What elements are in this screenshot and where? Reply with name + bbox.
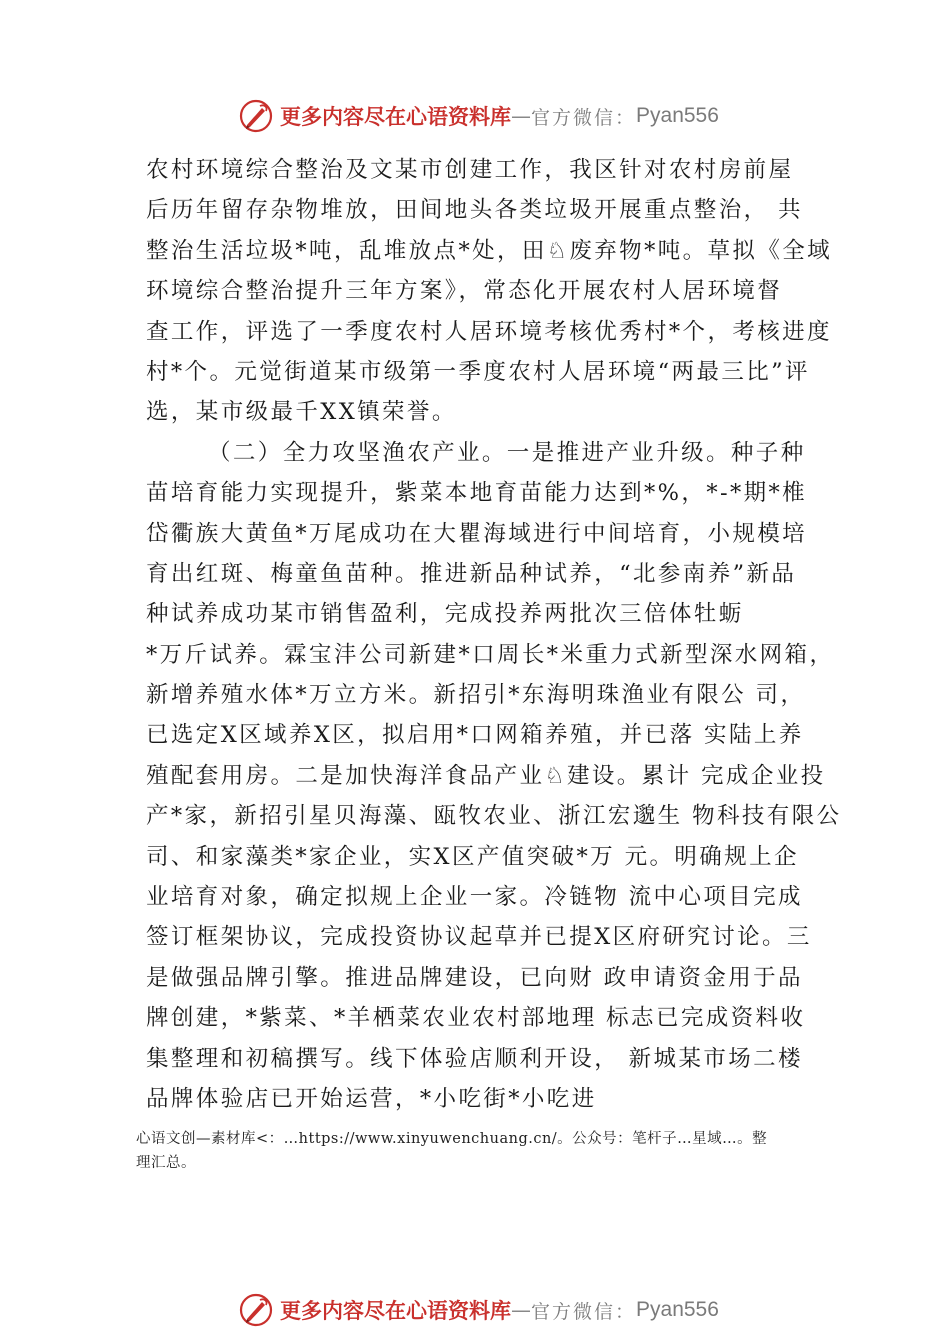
body-line: 殖配套用房。二是加快海洋食品产业♘建设。累计 完成企业投 xyxy=(146,762,826,789)
banner-separator: — xyxy=(511,104,531,128)
footer-banner xyxy=(238,1290,719,1330)
body-line: 种试养成功某市销售盈利，完成投养两批次三倍体牡蛎 xyxy=(146,601,744,628)
body-line: 牌创建，*紫菜、*羊栖菜农业农村部地理 标志已完成资料收 xyxy=(146,1005,806,1032)
body-line: 育出红斑、梅童鱼苗种。推进新品种试养，“北参南养”新品 xyxy=(146,560,797,587)
body-line: 岱衢族大黄鱼*万尾成功在大瞿海域进行中间培育，小规模培 xyxy=(146,520,808,547)
banner-handle: Pyan556 xyxy=(636,1298,719,1321)
body-line: 农村环境综合整治及文某市创建工作，我区针对农村房前屋 xyxy=(146,157,794,183)
body-line: 集整理和初稿撰写。线下体验店顺利开设， 新城某市场二楼 xyxy=(146,1045,803,1072)
banner-separator: — xyxy=(511,1298,531,1322)
body-line: 查工作，评选了一季度农村人居环境考核优秀村*个，考核进度 xyxy=(146,318,832,345)
body-line: 村*个。元觉街道某市级第一季度农村人居环境“两最三比”评 xyxy=(146,358,810,385)
footnote-line-2: 理汇总。 xyxy=(136,1155,196,1171)
body-line: 签订框架协议，完成投资协议起草并已提X区府研究讨论。三 xyxy=(146,924,812,951)
banner-handle-label: 官方微信： xyxy=(531,1300,637,1323)
body-line: 新增养殖水体*万立方米。新招引*东海明珠渔业有限公 司， xyxy=(146,682,806,709)
body-line: 司、和家藻类*家企业，实X区产值突破*万 元。明确规上企 xyxy=(146,843,799,870)
body-line: 苗培育能力实现提升，紫菜本地育苗能力达到*%，*-*期*椎 xyxy=(146,480,808,507)
section-heading-line: （二）全力攻坚渔农产业。一是推进产业升级。种子种 xyxy=(208,439,806,466)
banner-title: 更多内容尽在心语资料库 xyxy=(280,1298,511,1323)
banner-handle-label: 官方微信： xyxy=(531,106,637,129)
source-footnote xyxy=(136,1127,836,1175)
body-line: 整治生活垃圾*吨，乱堆放点*处，田♘废弃物*吨。草拟《全域 xyxy=(146,237,833,264)
footnote-line-1: 心语文创—素材库<：…https://www.xinyuwenchuang.cn/。公众号：笔杆子…星域…。整 xyxy=(136,1131,768,1147)
header-banner xyxy=(238,96,719,136)
body-line: 已选定X区域养X区，拟启用*口网箱养殖，并已落 实陆上养 xyxy=(146,722,804,749)
pen-logo-icon xyxy=(238,1292,274,1328)
body-line: 业培育对象，确定拟规上企业一家。冷链物 流中心项目完成 xyxy=(146,884,803,911)
banner-title: 更多内容尽在心语资料库 xyxy=(280,104,511,129)
pen-logo-icon xyxy=(238,98,274,134)
body-line: 是做强品牌引擎。推进品牌建设，已向财 政申请资金用于品 xyxy=(146,964,803,991)
body-line: *万斤试养。霖宝沣公司新建*口周长*米重力式新型深水网箱， xyxy=(146,641,835,668)
body-line: 品牌体验店已开始运营，*小吃街*小吃进 xyxy=(146,1085,597,1112)
body-line: 产*家，新招引星贝海藻、瓯牧农业、浙江宏邈生 物科技有限公 xyxy=(146,803,842,830)
banner-handle: Pyan556 xyxy=(636,104,719,127)
document-body xyxy=(146,150,846,1119)
body-line: 环境综合整治提升三年方案》，常态化开展农村人居环境督 xyxy=(146,278,783,305)
body-line: 后历年留存杂物堆放，田间地头各类垃圾开展重点整治， 共 xyxy=(146,197,803,224)
body-line: 选，某市级最千XX镇荣誉。 xyxy=(146,399,457,426)
